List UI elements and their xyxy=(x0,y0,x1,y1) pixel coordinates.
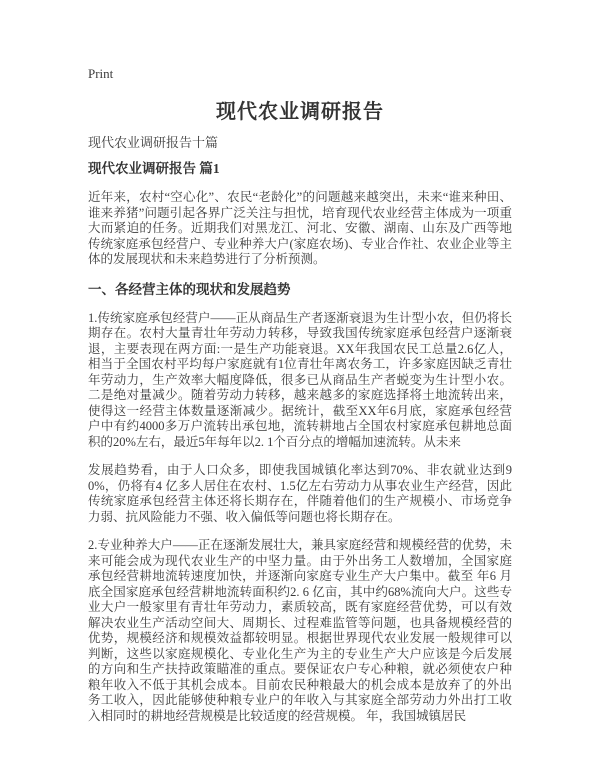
section-heading: 一、各经营主体的现状和发展趋势 xyxy=(88,281,291,297)
body-paragraph-2: 发展趋势看，由于人口众多，即使我国城镇化率达到70%、非农就业达到90%，仍将有4 亿多人居住在农村、1.5亿左右劳动力从事农业生产经营，因此传统家庭承包经营主体还将长期存在，伴随着他们的生产规模小、市场竞争力弱、抗风险能力不强、收入偏低等问题也将长期存在。 xyxy=(88,463,512,524)
body-paragraph-1: 1.传统家庭承包经营户——正从商品生产者逐渐衰退为生计型小农，但仍将长期存在。农村大量青壮年劳动力转移，导致我国传统家庭承包经营户逐渐衰退，主要表现在两方面:一是生产功能衰退。XX年我国农民工总量2.6亿人，相当于全国农村平均每户家庭就有1位青壮年离农务工，许多家庭因缺乏青壮年劳动力，生产效率大幅度降低，很多已从商品生产者蜕变为生计型小农。二是绝对量减少。随着劳动力转移，越来越多的家庭选择将土地流转出来，使得这一经营主体数量逐渐减少。据统计，截至XX年6月底，家庭承包经营户中有约4000多万户流转出承包地，流转耕地占全国农村家庭承包耕地总面积的20%左右，最近5年每年以2. 1个百分点的增幅加速流转。从未来 xyxy=(88,310,512,449)
article-heading: 现代农业调研报告 篇1 xyxy=(88,161,220,176)
intro-paragraph: 近年来，农村“空心化”、农民“老龄化”的问题越来越突出，未来“谁来种田、谁来养猪”问题引起各界广泛关注与担忧，培育现代农业经营主体成为一项重大而紧迫的任务。近期我们对黑龙江、河北、安徽、湖南、山东及广西等地传统家庭承包经营户、专业种养大户(家庭农场)、专业合作社、农业企业等主体的发展现状和未来趋势进行了分析预测。 xyxy=(88,190,512,266)
page-title: 现代农业调研报告 xyxy=(216,101,384,123)
document-subtitle: 现代农业调研报告十篇 xyxy=(88,135,219,150)
body-paragraph-3: 2.专业种养大户——正在逐渐发展壮大，兼具家庭经营和规模经营的优势，未来可能会成为现代农业生产的中坚力量。由于外出务工人数增加，全国家庭承包经营耕地流转速度加快，并逐渐向家庭专业生产大户集中。截至 年6 月底全国家庭承包经营耕地流转面积约2. 6 亿亩，其中约68%流向大户。这些专业大户一般家里有青壮年劳动力，素质较高，既有家庭经营优势，可以有效解决农业生产活动空间大、周期长、过程难监管等问题，也具备规模经营的优势，规模经济和规模效益都较明显。根据世界现代农业发展一般规律可以判断，这些以家庭规模化、专业化生产为主的专业生产大户应该是今后发展的方向和生产扶持政策瞄准的重点。要保证农户专心种粮，就必须使农户种粮年收入不低于其机会成本。目前农民种粮最大的机会成本是放弃了的外出务工收入，因此能够使种粮专业户的年收入与其家庭全部劳动力外出打工收入相同时的耕地经营规模是比较适度的经营规模。 年，我国城镇居民 xyxy=(88,538,512,723)
print-link[interactable]: Print xyxy=(88,66,114,81)
